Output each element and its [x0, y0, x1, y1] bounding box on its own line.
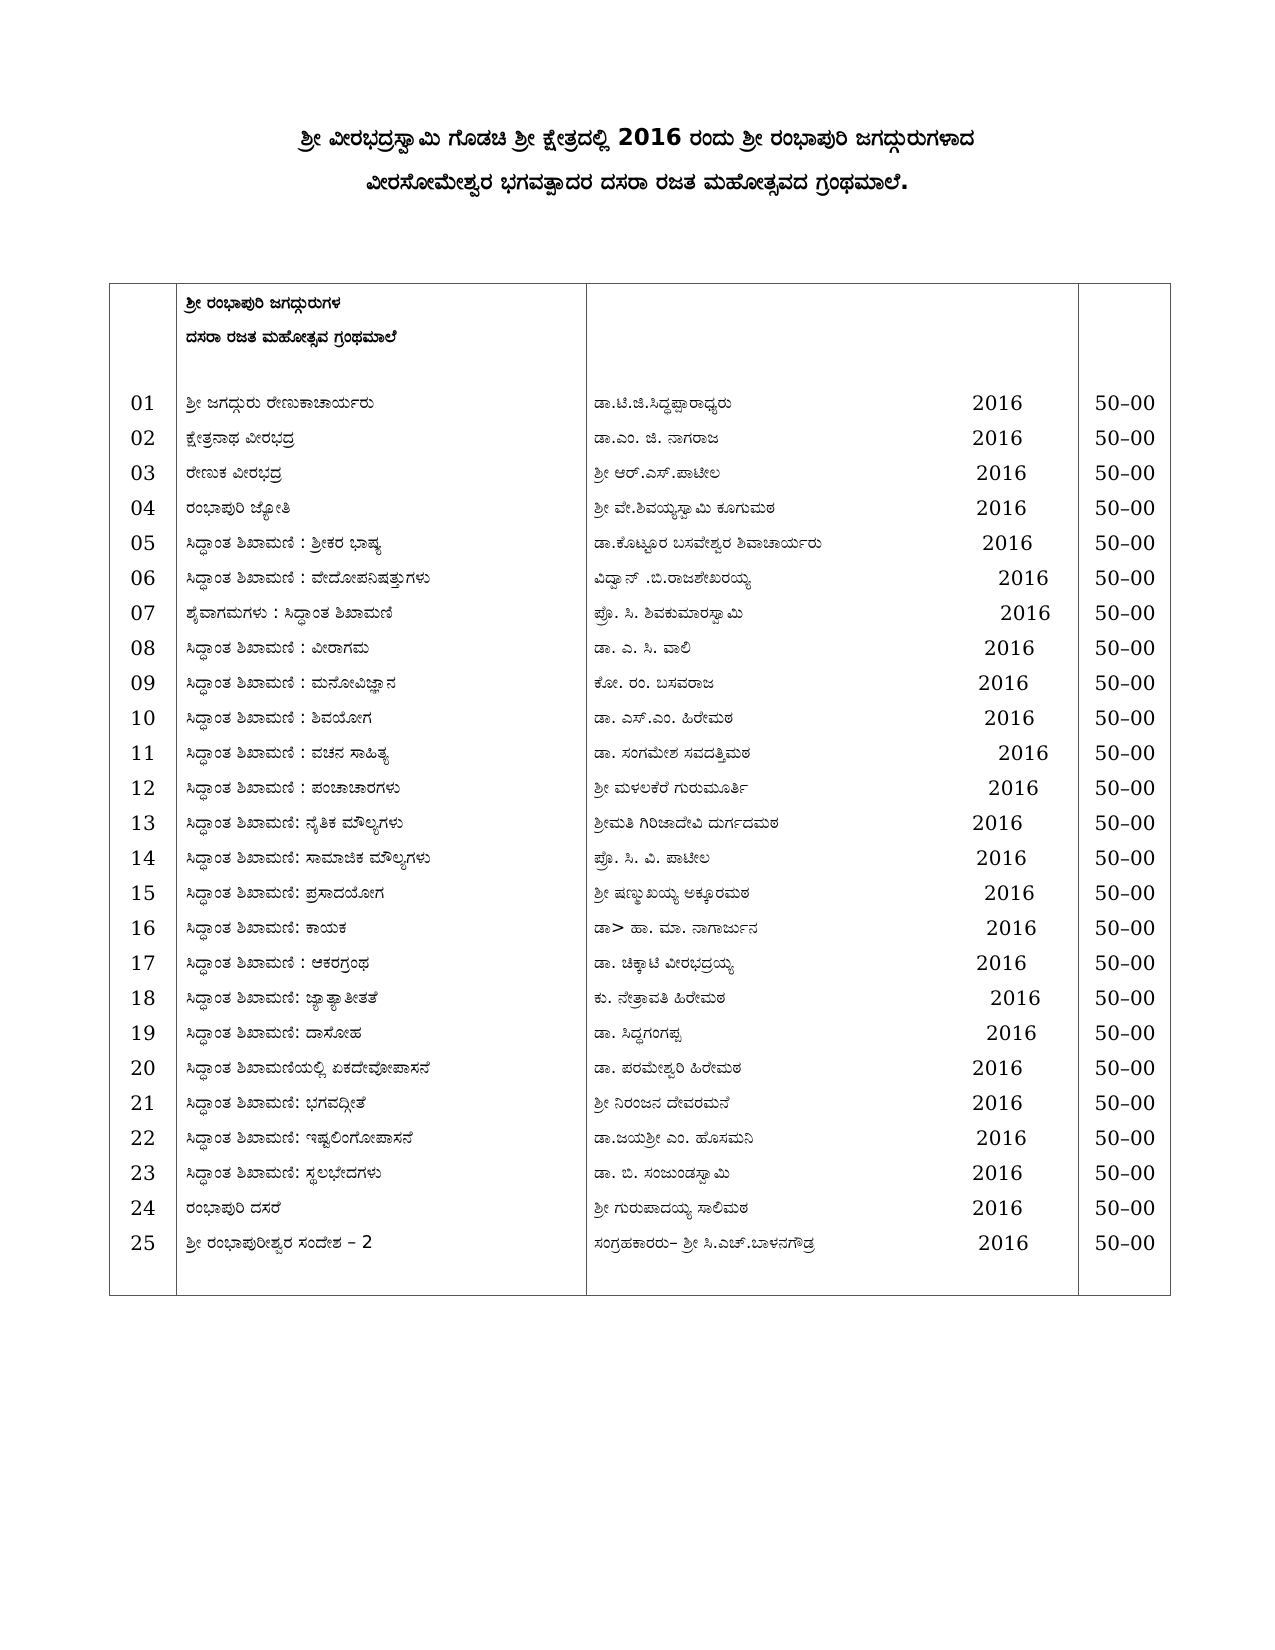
book-title: ರಂಭಾಪುರಿ ಜ್ಯೋತಿ [186, 498, 291, 518]
book-number: 24 [130, 1196, 156, 1220]
book-year: 2016 [988, 776, 1039, 800]
book-title: ಸಿದ್ಧಾಂತ ಶಿಖಾಮಣಿ: ಇಷ್ಟಲಿಂಗೋಪಾಸನೆ [186, 1128, 413, 1148]
book-number: 19 [130, 1021, 156, 1045]
book-number: 14 [130, 846, 156, 870]
book-price: 50–00 [1094, 951, 1156, 975]
book-year: 2016 [990, 986, 1041, 1010]
book-price: 50–00 [1094, 496, 1156, 520]
book-year: 2016 [972, 1056, 1023, 1080]
table-row [110, 911, 1172, 946]
book-year: 2016 [978, 1231, 1029, 1255]
book-year: 2016 [972, 1161, 1023, 1185]
book-title: ಶ್ರೀ ರಂಭಾಪುರೀಶ್ವರ ಸಂದೇಶ – 2 [186, 1233, 373, 1253]
book-title: ಶೈವಾಗಮಗಳು : ಸಿದ್ಧಾಂತ ಶಿಖಾಮಣಿ [186, 603, 393, 623]
book-number: 10 [130, 706, 156, 730]
book-author: ಡಾ. ಪರಮೇಶ್ವರಿ ಹಿರೇಮಠ [594, 1058, 742, 1078]
book-author: ಡಾ> ಹಾ. ಮಾ. ನಾಗಾರ್ಜುನ [594, 918, 758, 938]
book-number: 15 [130, 881, 156, 905]
table-row [110, 981, 1172, 1016]
book-number: 23 [130, 1161, 156, 1185]
book-author: ಶ್ರೀ ಷಣ್ಮುಖಯ್ಯ ಅಕ್ಕೂರಮಠ [594, 883, 750, 903]
book-number: 20 [130, 1056, 156, 1080]
book-title: ಸಿದ್ಧಾಂತ ಶಿಖಾಮಣಿ : ಪಂಚಾಚಾರಗಳು [186, 778, 401, 798]
book-author: ಡಾ.ಟಿ.ಜಿ.ಸಿದ್ಧಪ್ಪಾರಾಧ್ಯರು [594, 393, 732, 413]
book-number: 07 [130, 601, 156, 625]
book-title: ಸಿದ್ಧಾಂತ ಶಿಖಾಮಣಿ : ವೇದೋಪನಿಷತ್ತುಗಳು [186, 568, 431, 588]
book-price: 50–00 [1094, 566, 1156, 590]
book-author: ಪ್ರೊ. ಸಿ. ವಿ. ಪಾಟೀಲ [594, 848, 711, 868]
book-title: ಸಿದ್ಧಾಂತ ಶಿಖಾಮಣಿ : ಶಿವಯೋಗ [186, 708, 372, 728]
book-author: ಡಾ.ಜಯಶ್ರೀ ಎಂ. ಹೊಸಮನಿ [594, 1128, 754, 1148]
book-title: ಸಿದ್ಧಾಂತ ಶಿಖಾಮಣಿ: ಪ್ರಸಾದಯೋಗ [186, 883, 385, 903]
table-row [110, 806, 1172, 841]
book-number: 17 [130, 951, 156, 975]
book-author: ಡಾ. ಎ. ಸಿ. ವಾಲಿ [594, 638, 691, 658]
book-title: ಸಿದ್ಧಾಂತ ಶಿಖಾಮಣಿ: ಕಾಯಕ [186, 918, 347, 938]
book-author: ಡಾ. ಎಸ್.ಎಂ. ಹಿರೇಮಠ [594, 708, 734, 728]
book-number: 06 [130, 566, 156, 590]
book-year: 2016 [976, 951, 1027, 975]
book-author: ಕೋ. ರಂ. ಬಸವರಾಜ [594, 673, 715, 693]
book-year: 2016 [978, 671, 1029, 695]
book-title: ರೇಣುಕ ವೀರಭದ್ರ [186, 463, 283, 483]
book-title: ಸಿದ್ಧಾಂತ ಶಿಖಾಮಣಿ : ಮನೋವಿಜ್ಞಾನ [186, 673, 397, 693]
book-price: 50–00 [1094, 1196, 1156, 1220]
book-year: 2016 [976, 461, 1027, 485]
book-author: ಶ್ರೀ ಗುರುಪಾದಯ್ಯ ಸಾಲಿಮಠ [594, 1198, 749, 1218]
book-price: 50–00 [1094, 1056, 1156, 1080]
table-row [110, 666, 1172, 701]
table-row [110, 421, 1172, 456]
book-author: ಡಾ. ಸಂಗಮೇಶ ಸವದತ್ತಿಮಠ [594, 743, 751, 763]
book-number: 01 [130, 391, 156, 415]
book-title: ಸಿದ್ಧಾಂತ ಶಿಖಾಮಣಿ: ಜ್ಯಾತ್ಯಾತೀತತೆ [186, 988, 378, 1008]
table-row [110, 456, 1172, 491]
book-list-table [109, 283, 1171, 1296]
book-title: ಸಿದ್ಧಾಂತ ಶಿಖಾಮಣಿ : ವಚನ ಸಾಹಿತ್ಯ [186, 743, 390, 763]
book-author: ಕು. ನೇತ್ರಾವತಿ ಹಿರೇಮಠ [594, 988, 726, 1008]
book-author: ಡಾ.ಎಂ. ಜಿ. ನಾಗರಾಜ [594, 428, 719, 448]
book-number: 02 [130, 426, 156, 450]
table-row [110, 1226, 1172, 1261]
book-price: 50–00 [1094, 391, 1156, 415]
book-year: 2016 [972, 426, 1023, 450]
book-year: 2016 [986, 916, 1037, 940]
series-title-line-2: ದಸರಾ ರಜತ ಮಹೋತ್ಸವ ಗ್ರಂಥಮಾಲೆ [186, 327, 397, 347]
book-author: ವಿದ್ವಾನ್ .ಬಿ.ರಾಜಶೇಖರಯ್ಯ [594, 568, 751, 588]
book-price: 50–00 [1094, 916, 1156, 940]
document-heading [100, 116, 1175, 204]
book-year: 2016 [998, 566, 1049, 590]
book-price: 50–00 [1094, 1231, 1156, 1255]
book-number: 22 [130, 1126, 156, 1150]
book-number: 04 [130, 496, 156, 520]
book-price: 50–00 [1094, 881, 1156, 905]
table-row [110, 526, 1172, 561]
book-price: 50–00 [1094, 741, 1156, 765]
book-title: ಸಿದ್ಧಾಂತ ಶಿಖಾಮಣಿ: ಭಗವದ್ಗೀತೆ [186, 1093, 366, 1113]
book-author: ಡಾ. ಚಿಕ್ಕಾಟಿ ವೀರಭದ್ರಯ್ಯ [594, 953, 734, 973]
heading-line-2: ವೀರಸೋಮೇಶ್ವರ ಭಗವತ್ಪಾದರ ದಸರಾ ರಜತ ಮಹೋತ್ಸವದ ಗ್ರಂಥಮಾಲೆ. [366, 169, 909, 195]
book-title: ಸಿದ್ಧಾಂತ ಶಿಖಾಮಣಿಯಲ್ಲಿ ಏಕದೇವೋಪಾಸನೆ [186, 1058, 430, 1078]
book-price: 50–00 [1094, 601, 1156, 625]
book-number: 21 [130, 1091, 156, 1115]
book-author: ಶ್ರೀಮತಿ ಗಿರಿಜಾದೇವಿ ದುರ್ಗದಮಠ [594, 813, 779, 833]
table-body [110, 386, 1172, 1261]
book-year: 2016 [972, 811, 1023, 835]
book-author: ಡಾ.ಕೊಟ್ಟೂರ ಬಸವೇಶ್ವರ ಶಿವಾಚಾರ್ಯರು [594, 533, 823, 553]
book-number: 13 [130, 811, 156, 835]
book-title: ಸಿದ್ಧಾಂತ ಶಿಖಾಮಣಿ : ಶ್ರೀಕರ ಭಾಷ್ಯ [186, 533, 382, 553]
book-title: ಸಿದ್ಧಾಂತ ಶಿಖಾಮಣಿ : ವೀರಾಗಮ [186, 638, 370, 658]
book-year: 2016 [984, 881, 1035, 905]
book-number: 03 [130, 461, 156, 485]
table-row [110, 1051, 1172, 1086]
book-number: 09 [130, 671, 156, 695]
book-year: 2016 [982, 531, 1033, 555]
table-row [110, 386, 1172, 421]
book-price: 50–00 [1094, 636, 1156, 660]
book-author: ಸಂಗ್ರಹಕಾರರು– ಶ್ರೀ ಸಿ.ಎಚ್.ಬಾಳನಗೌಡ್ರ [594, 1233, 815, 1253]
book-year: 2016 [972, 391, 1023, 415]
table-row [110, 631, 1172, 666]
book-year: 2016 [1000, 601, 1051, 625]
table-row [110, 771, 1172, 806]
book-price: 50–00 [1094, 986, 1156, 1010]
heading-line-1: ಶ್ರೀ ವೀರಭದ್ರಸ್ವಾಮಿ ಗೊಡಚಿ ಶ್ರೀ ಕ್ಷೇತ್ರದಲ್ಲಿ 2016 ರಂದು ಶ್ರೀ ರಂಭಾಪುರಿ ಜಗದ್ಗುರುಗಳಾದ [300, 125, 975, 151]
book-title: ಸಿದ್ಧಾಂತ ಶಿಖಾಮಣಿ : ಆಕರಗ್ರಂಥ [186, 953, 370, 973]
book-title: ಸಿದ್ಧಾಂತ ಶಿಖಾಮಣಿ: ದಾಸೋಹ [186, 1023, 362, 1043]
book-price: 50–00 [1094, 811, 1156, 835]
book-number: 11 [130, 741, 156, 765]
book-number: 16 [130, 916, 156, 940]
table-row [110, 491, 1172, 526]
book-price: 50–00 [1094, 1021, 1156, 1045]
book-price: 50–00 [1094, 461, 1156, 485]
book-title: ಸಿದ್ಧಾಂತ ಶಿಖಾಮಣಿ: ಸಾಮಾಜಿಕ ಮೌಲ್ಯಗಳು [186, 848, 431, 868]
book-price: 50–00 [1094, 531, 1156, 555]
book-year: 2016 [976, 496, 1027, 520]
book-year: 2016 [984, 706, 1035, 730]
book-number: 18 [130, 986, 156, 1010]
book-number: 25 [130, 1231, 156, 1255]
table-row [110, 736, 1172, 771]
book-price: 50–00 [1094, 1091, 1156, 1115]
book-author: ಡಾ. ಸಿದ್ಧಗಂಗಪ್ಪ [594, 1023, 682, 1043]
book-author: ಶ್ರೀ ವೇ.ಶಿವಯ್ಯಸ್ವಾಮಿ ಕೂಗುಮಠ [594, 498, 776, 518]
book-number: 05 [130, 531, 156, 555]
table-row [110, 841, 1172, 876]
book-author: ಶ್ರೀ ಆರ್.ಎಸ್.ಪಾಟೀಲ [594, 463, 721, 483]
book-number: 12 [130, 776, 156, 800]
book-year: 2016 [984, 636, 1035, 660]
book-price: 50–00 [1094, 846, 1156, 870]
table-row [110, 1086, 1172, 1121]
table-row [110, 1156, 1172, 1191]
table-row [110, 876, 1172, 911]
book-year: 2016 [998, 741, 1049, 765]
table-row [110, 561, 1172, 596]
book-price: 50–00 [1094, 671, 1156, 695]
book-price: 50–00 [1094, 426, 1156, 450]
book-title: ಸಿದ್ಧಾಂತ ಶಿಖಾಮಣಿ: ಸ್ಥಲಭೇದಗಳು [186, 1163, 382, 1183]
book-price: 50–00 [1094, 1126, 1156, 1150]
table-row [110, 946, 1172, 981]
book-author: ಡಾ. ಬಿ. ಸಂಜುಂಡಸ್ವಾಮಿ [594, 1163, 730, 1183]
book-author: ಪ್ರೊ. ಸಿ. ಶಿವಕುಮಾರಸ್ವಾಮಿ [594, 603, 744, 623]
book-author: ಶ್ರೀ ನಿರಂಜನ ದೇವರಮನೆ [594, 1093, 730, 1113]
table-row [110, 1191, 1172, 1226]
book-title: ರಂಭಾಪುರಿ ದಸರೆ [186, 1198, 281, 1218]
series-title [186, 286, 581, 354]
book-title: ಕ್ಷೇತ್ರನಾಥ ವೀರಭದ್ರ [186, 428, 295, 448]
series-title-line-1: ಶ್ರೀ ರಂಭಾಪುರಿ ಜಗದ್ಗುರುಗಳ [186, 293, 341, 313]
table-row [110, 1016, 1172, 1051]
book-year: 2016 [972, 1091, 1023, 1115]
book-number: 08 [130, 636, 156, 660]
table-row [110, 701, 1172, 736]
table-row [110, 596, 1172, 631]
book-title: ಸಿದ್ಧಾಂತ ಶಿಖಾಮಣಿ: ನೈತಿಕ ಮೌಲ್ಯಗಳು [186, 813, 404, 833]
book-price: 50–00 [1094, 1161, 1156, 1185]
table-row [110, 1121, 1172, 1156]
book-year: 2016 [972, 1196, 1023, 1220]
book-year: 2016 [976, 1126, 1027, 1150]
book-year: 2016 [986, 1021, 1037, 1045]
book-author: ಶ್ರೀ ಮಳಲಕೆರೆ ಗುರುಮೂರ್ತಿ [594, 778, 749, 798]
book-price: 50–00 [1094, 776, 1156, 800]
book-price: 50–00 [1094, 706, 1156, 730]
book-year: 2016 [976, 846, 1027, 870]
book-title: ಶ್ರೀ ಜಗದ್ಗುರು ರೇಣುಕಾಚಾರ್ಯರು [186, 393, 375, 413]
